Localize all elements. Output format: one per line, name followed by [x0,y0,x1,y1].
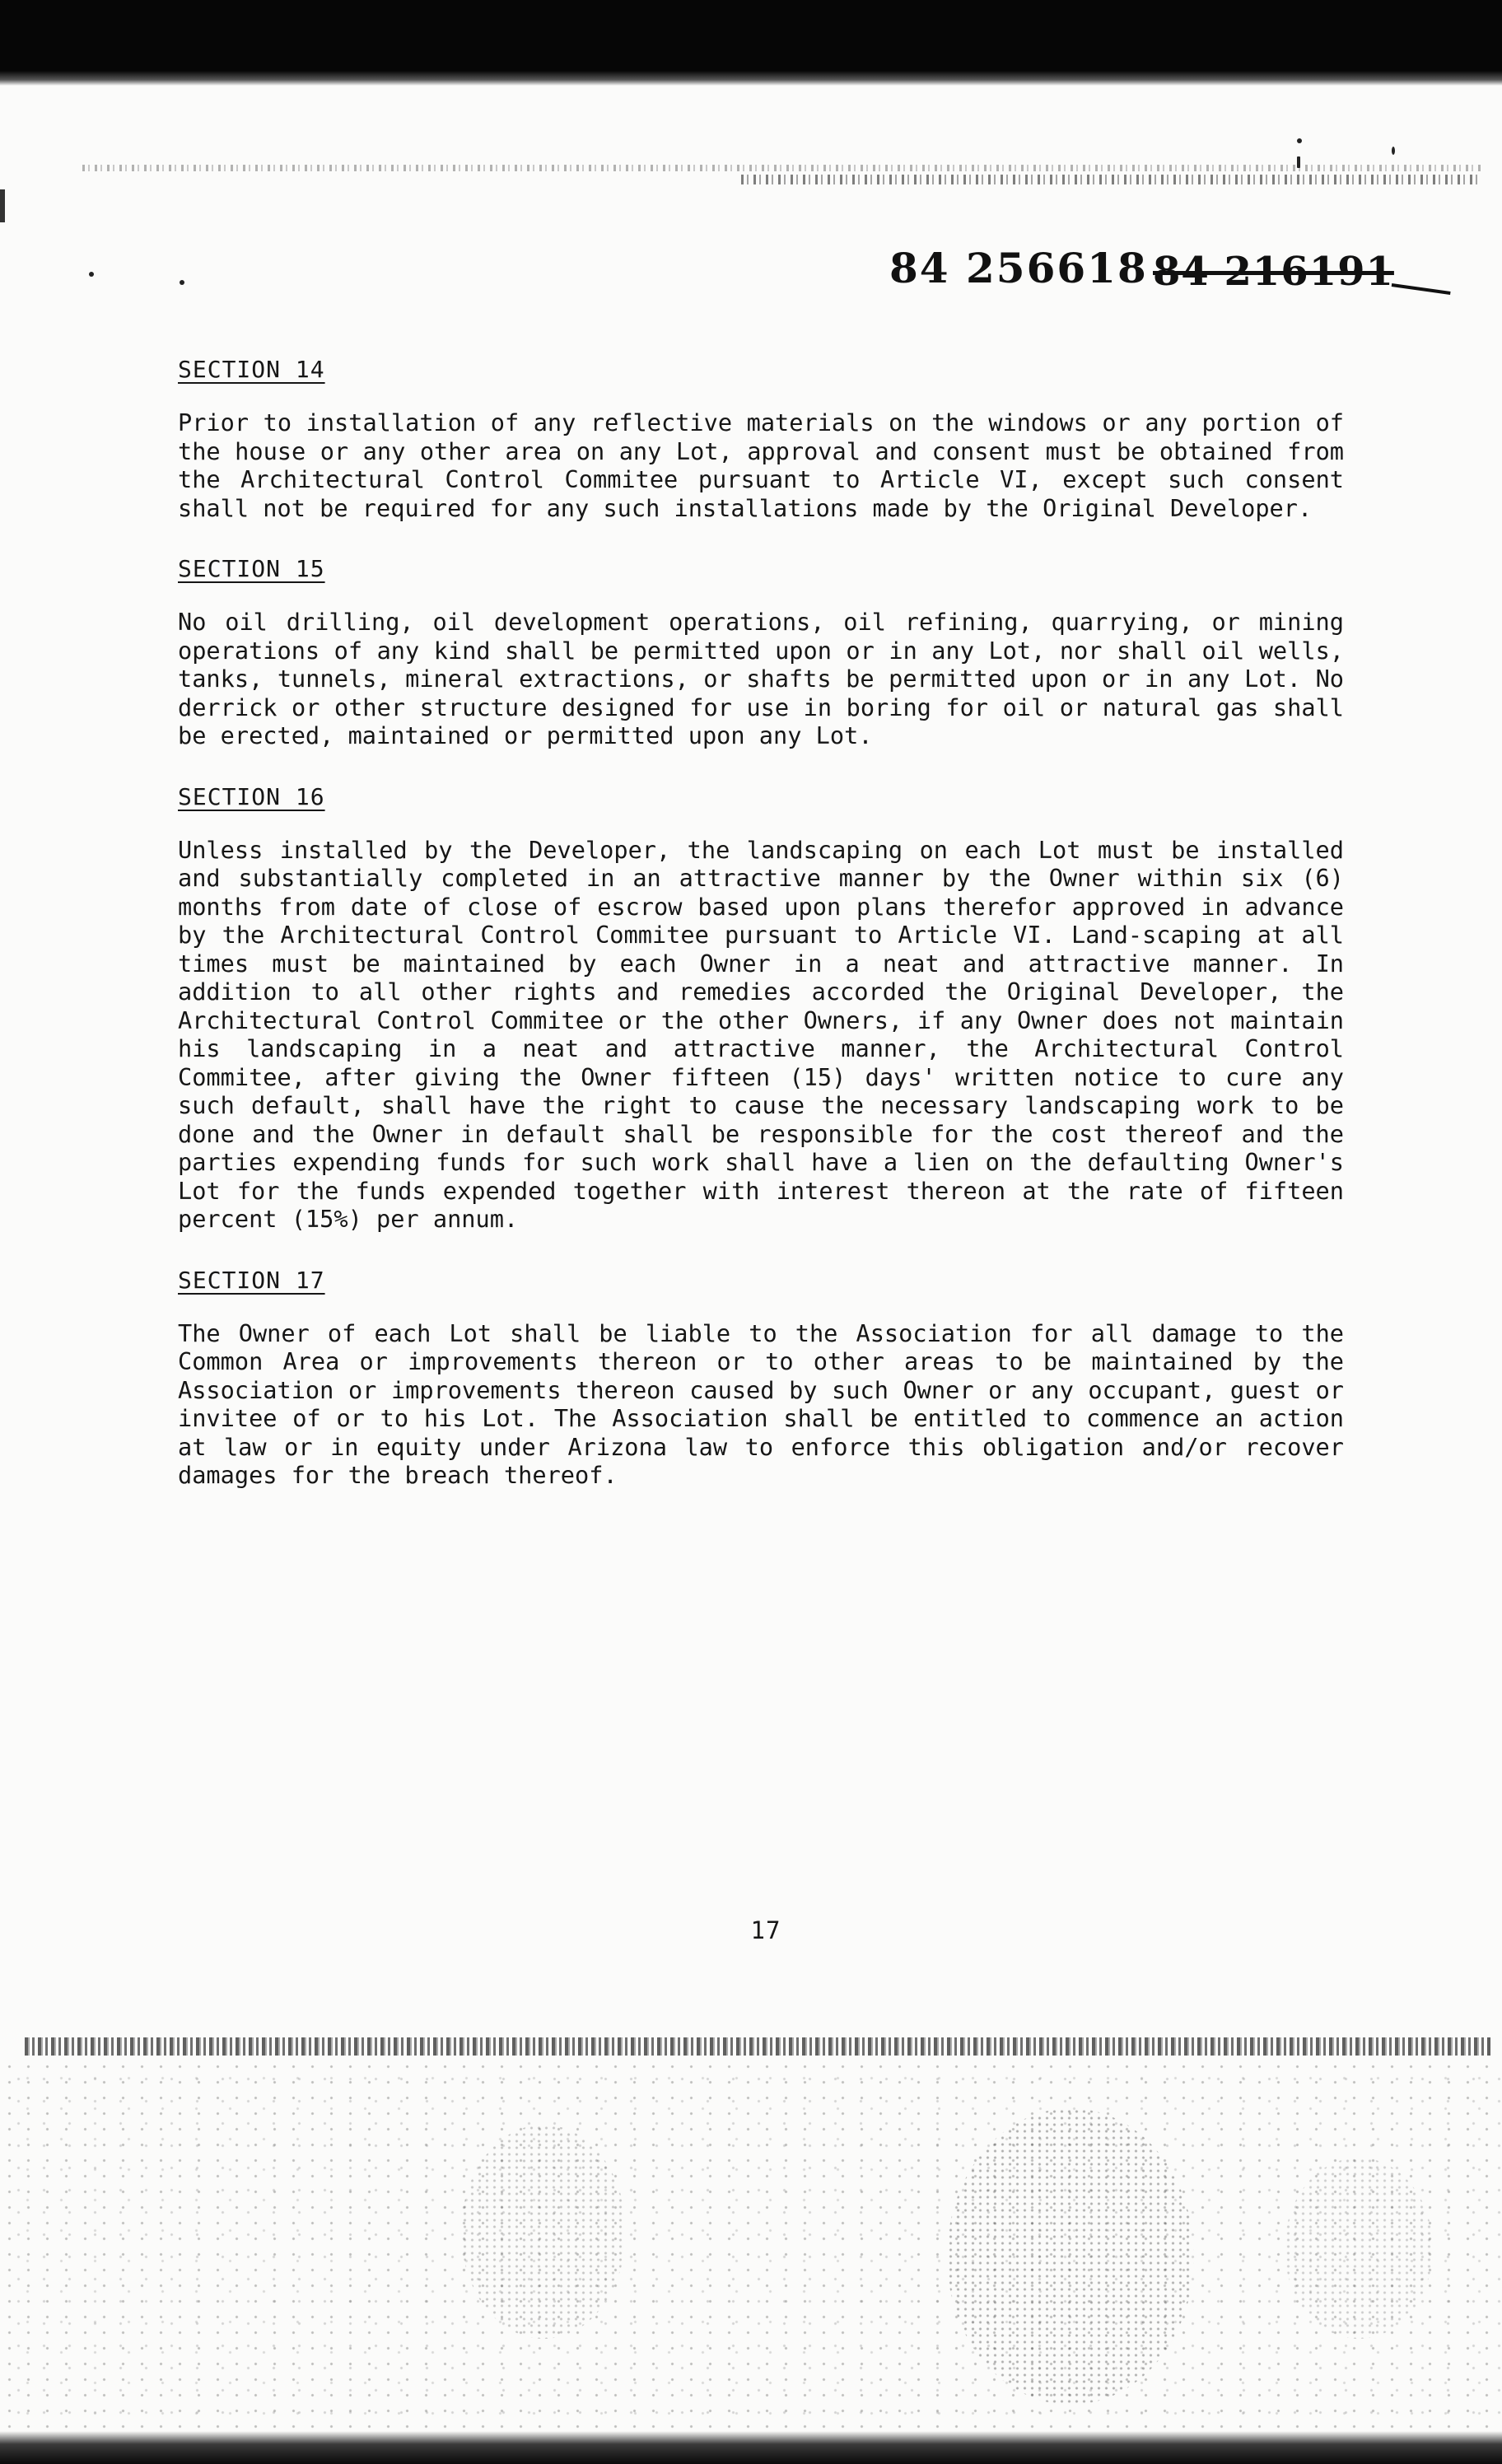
section-heading: SECTION 15 [178,555,325,582]
section-17 [178,1267,1344,1490]
scan-top-band [0,0,1502,86]
struck-document-number: 84 216191 [1153,249,1394,295]
scan-speck [180,280,184,285]
document-body [178,356,1344,1490]
section-16 [178,783,1344,1234]
scan-speckle-cluster [461,2125,626,2339]
scan-noise-line [82,165,1482,171]
section-heading: SECTION 14 [178,356,325,383]
scan-speck [1392,147,1395,155]
section-text: No oil drilling, oil development operations, oil refining, quarrying, or mining operations of any kind shall be permitted upon or in any Lot, nor shall oil wells, tanks, tunnels, mineral extractions, or shafts be permitted upon or in any Lot. No derrick or other structure designed for use in boring for oil or natural gas shall be erected, maintained or permitted upon any Lot. [178,608,1344,749]
document-number: 84 256618 [889,244,1148,292]
section-text: The Owner of each Lot shall be liable to the Association for all damage to the Common Area or improvements thereon or to other areas to be maintained by the Association or improvements thereon caused by such Owner or any occupant, guest or invitee of or to his Lot. The Association shall be entitled to commence an action at law or in equity under Arizona law to enforce this obligation and/or recover damages for the breach thereof. [178,1318,1344,1489]
scan-speck [1297,138,1302,143]
page-number: 17 [750,1916,781,1944]
scan-speckle-cluster [1285,2158,1433,2339]
section-text: Unless installed by the Developer, the landscaping on each Lot must be installed and substantially completed in an attractive manner by the Owner within six (6) months from date of close of escrow based upon plans therefor approved in advance by the Architectural Control Commitee pursuant to Article VI. Land-scaping at all times must be maintained by each Owner in a neat and attractive manner. In addition to all other rights and remedies accorded the Original Developer, the Architectural Control Commitee or the other Owners, if any Owner does not maintain his landscaping in a neat and attractive manner, the Architectural Control Commitee, after giving the Owner fifteen (15) days' written notice to cure any such default, shall have the right to cause the necessary landscaping work to be done and the Owner in default shall be responsible for the cost thereof and the parties expending funds for such work shall have a lien on the defaulting Owner's Lot for the funds expended together with interest thereon at the rate of fifteen percent (15%) per annum. [178,835,1344,1233]
section-heading: SECTION 17 [178,1266,325,1294]
scan-bottom-band [0,2431,1502,2464]
scan-speck [89,272,94,277]
scan-noise-line [25,2037,1490,2056]
strike-through-tail [1392,283,1451,295]
section-15 [178,555,1344,750]
scan-speckle-field [0,2059,1502,2464]
scan-speck [1297,156,1300,168]
scan-noise-line [741,175,1482,184]
scan-margin-mark [0,189,5,222]
section-14 [178,356,1344,522]
section-heading: SECTION 16 [178,782,325,810]
scan-speckle-cluster [947,2108,1194,2405]
section-text: Prior to installation of any reflective materials on the windows or any portion of the house or any other area on any Lot, approval and consent must be obtained from the Architectural Control Commitee pursuant to Article VI, except such consent shall not be required for any such installations made by the Original Developer. [178,408,1344,522]
